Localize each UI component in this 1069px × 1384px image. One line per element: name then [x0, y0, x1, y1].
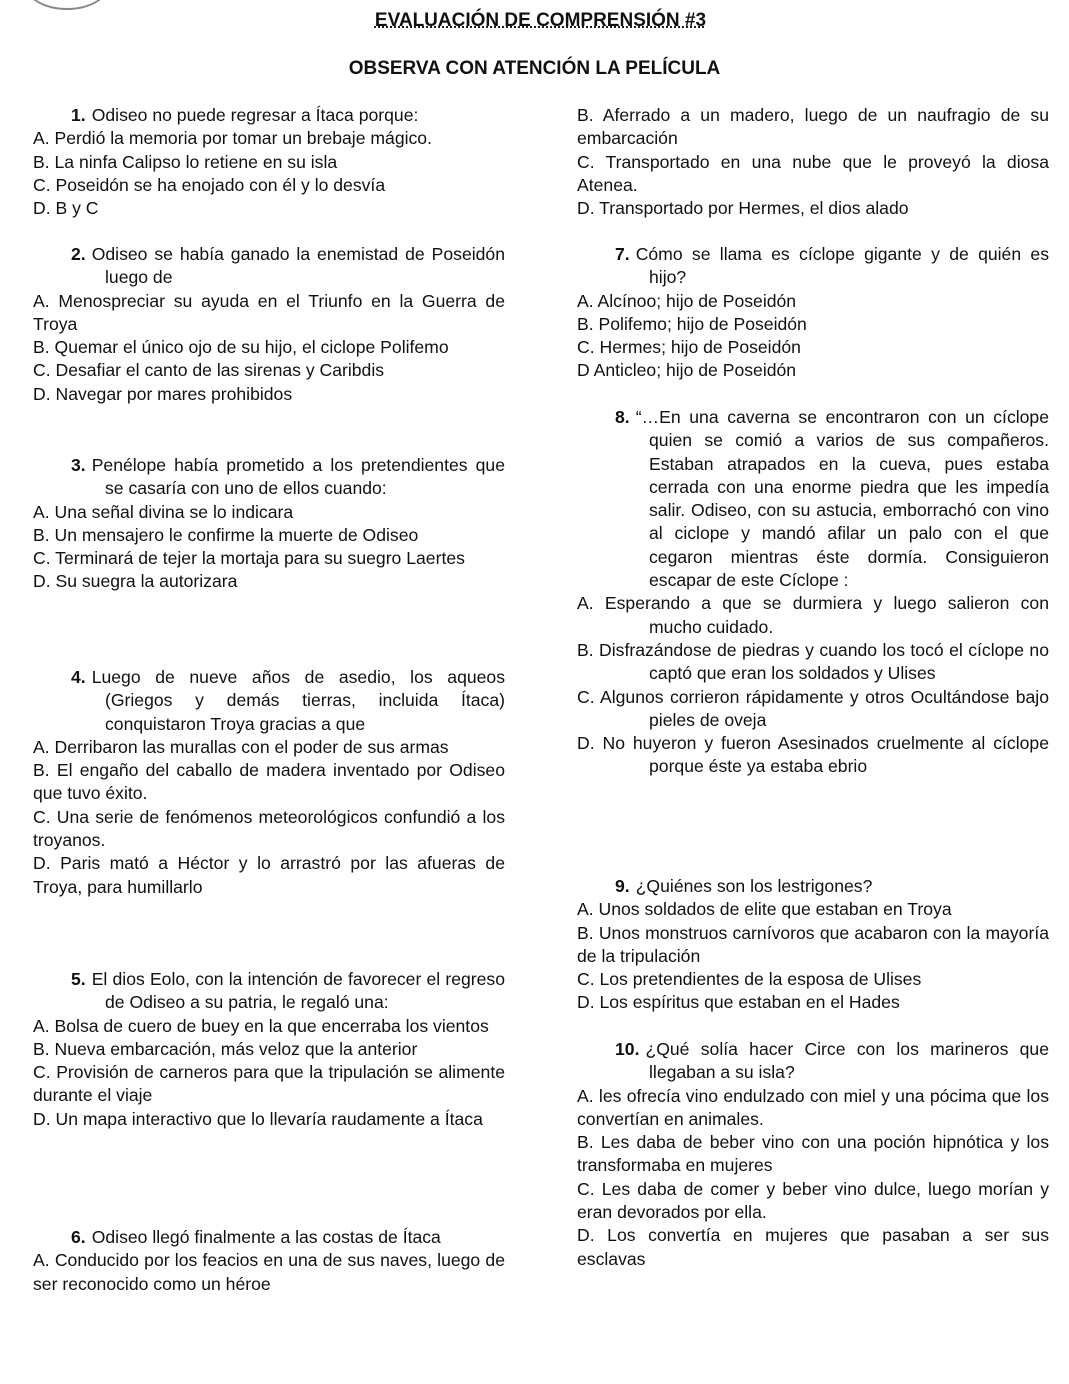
question-number: 8.: [615, 407, 630, 427]
answer-option[interactable]: D. No huyeron y fueron Asesinados cruelmente al cíclope porque éste ya estaba ebrio: [577, 733, 1049, 777]
question-8: [577, 406, 1049, 779]
answer-option[interactable]: A. Bolsa de cuero de buey en la que encerraba los vientos: [33, 1015, 489, 1036]
question-stem: [33, 243, 505, 290]
question-text: Penélope había prometido a los pretendientes que se casaría con uno de ellos cuando:: [91, 455, 505, 499]
answer-option[interactable]: B. Un mensajero le confirme la muerte de Odiseo: [33, 524, 419, 545]
exam-title: EVALUACIÓN DE COMPRENSIÓN #3: [374, 10, 707, 31]
question-number: 9.: [615, 876, 630, 896]
answer-option[interactable]: D. B y C: [33, 198, 99, 219]
question-text: Odiseo llegó finalmente a las costas de Ítaca: [91, 1227, 441, 1247]
question-number: 5.: [71, 969, 86, 989]
answer-option[interactable]: D Anticleo; hijo de Poseidón: [577, 360, 797, 381]
question-number: 6.: [71, 1227, 86, 1247]
question-6: [33, 1226, 505, 1296]
question-stem: [33, 454, 505, 501]
answer-option[interactable]: A. Una señal divina se lo indicara: [33, 501, 294, 522]
answer-option[interactable]: C. Algunos corrieron rápidamente y otros Ocultándose bajo pieles de oveja: [577, 686, 1049, 730]
question-text: ¿Quiénes son los lestrigones?: [635, 876, 873, 896]
question-text: El dios Eolo, con la intención de favorecer el regreso de Odiseo a su patria, le regaló una:: [91, 969, 505, 1013]
question-text: ¿Qué solía hacer Circe con los marineros que llegaban a su isla?: [645, 1039, 1049, 1083]
question-5: [33, 968, 505, 1131]
answer-option[interactable]: B. La ninfa Calipso lo retiene en su isla: [33, 151, 338, 172]
answer-option[interactable]: C. Los pretendientes de la esposa de Ulises: [577, 969, 922, 990]
question-number: 4.: [71, 667, 86, 687]
answer-option[interactable]: B. Polifemo; hijo de Poseidón: [577, 313, 807, 334]
question-stem: [33, 104, 505, 127]
question-6: [577, 104, 1049, 220]
answer-option[interactable]: D. Transportado por Hermes, el dios alado: [577, 198, 909, 219]
question-7: [577, 243, 1049, 383]
question-text: Luego de nueve años de asedio, los aqueos (Griegos y demás tierras, incluida Ítaca) conquistaron Troya gracias a que: [91, 667, 505, 734]
question-stem: [577, 406, 1049, 592]
question-1: [33, 104, 505, 220]
question-number: 7.: [615, 244, 630, 264]
question-stem: [577, 243, 1049, 290]
answer-option[interactable]: D. Su suegra la autorizara: [33, 571, 238, 592]
answer-option[interactable]: A. Unos soldados de elite que estaban en Troya: [577, 899, 952, 920]
school-seal-logo: [25, 0, 109, 10]
answer-option[interactable]: C. Provisión de carneros para que la tripulación se alimente durante el viaje: [33, 1062, 505, 1106]
answer-option[interactable]: B. El engaño del caballo de madera inventado por Odiseo que tuvo éxito.: [33, 760, 505, 804]
question-number: 3.: [71, 455, 86, 475]
answer-option[interactable]: D. Los convertía en mujeres que pasaban a ser sus esclavas: [577, 1225, 1049, 1269]
answer-option[interactable]: C. Terminará de tejer la mortaja para su suegro Laertes: [33, 548, 465, 569]
answer-option[interactable]: B. Disfrazándose de piedras y cuando los tocó el cíclope no captó que eran los soldados y Ulises: [577, 639, 1049, 684]
question-text: Cómo se llama es cíclope gigante y de quién es hijo?: [635, 244, 1049, 288]
question-text: Odiseo no puede regresar a Ítaca porque:: [91, 105, 419, 125]
answer-option[interactable]: C. Hermes; hijo de Poseidón: [577, 337, 801, 358]
question-10: [577, 1038, 1049, 1271]
question-stem: [33, 666, 505, 736]
question-stem: [33, 1226, 505, 1249]
question-number: 1.: [71, 105, 86, 125]
answer-option[interactable]: A. Conducido por los feacios en una de sus naves, luego de ser reconocido como un héroe: [33, 1250, 505, 1294]
answer-option[interactable]: B. Unos monstruos carnívoros que acabaron con la mayoría de la tripulación: [577, 922, 1049, 966]
question-text: “…En una caverna se encontraron con un cíclope quien se comió a varios de sus compañeros. Estaban atrapados en la cueva, pues estaba cerrada con una enorme piedra que les impedía salir. Odiseo, con su astucia, emborrachó con vino al ciclope y mandó afilar un palo con el que cegaron mientras éste dormía. Consiguieron escapar de este Cíclope :: [635, 407, 1049, 591]
question-stem: [577, 1038, 1049, 1085]
answer-option[interactable]: A. Perdió la memoria por tomar un brebaje mágico.: [33, 128, 432, 149]
answer-option[interactable]: C. Desafiar el canto de las sirenas y Caribdis: [33, 360, 385, 381]
question-4: [33, 666, 505, 899]
question-3: [33, 454, 505, 594]
answer-option[interactable]: D. Paris mató a Héctor y lo arrastró por las afueras de Troya, para humillarlo: [33, 853, 505, 897]
answer-option[interactable]: C. Una serie de fenómenos meteorológicos confundió a los troyanos.: [33, 806, 505, 851]
question-number: 10.: [615, 1039, 640, 1059]
answer-option[interactable]: A. Derribaron las murallas con el poder de sus armas: [33, 736, 449, 757]
answer-option[interactable]: B. Nueva embarcación, más veloz que la anterior: [33, 1038, 418, 1059]
question-text: Odiseo se había ganado la enemistad de Poseidón luego de: [91, 244, 505, 288]
answer-option[interactable]: B. Aferrado a un madero, luego de un naufragio de su embarcación: [577, 105, 1049, 149]
answer-option[interactable]: A. Esperando a que se durmiera y luego salieron con mucho cuidado.: [577, 593, 1049, 637]
question-number: 2.: [71, 244, 86, 264]
answer-option[interactable]: D. Navegar por mares prohibidos: [33, 383, 293, 404]
answer-option[interactable]: B. Quemar el único ojo de su hijo, el ciclope Polifemo: [33, 337, 449, 358]
question-2: [33, 243, 505, 406]
answer-option[interactable]: D. Los espíritus que estaban en el Hades: [577, 992, 900, 1013]
answer-option[interactable]: C. Transportado en una nube que le proveyó la diosa Atenea.: [577, 151, 1049, 195]
question-9: [577, 875, 1049, 1015]
exam-subtitle: OBSERVA CON ATENCIÓN LA PELÍCULA: [348, 58, 721, 79]
answer-option[interactable]: D. Un mapa interactivo que lo llevaría raudamente a Ítaca: [33, 1108, 483, 1129]
answer-option[interactable]: A. Alcínoo; hijo de Poseidón: [577, 290, 797, 311]
answer-option[interactable]: C. Les daba de comer y beber vino dulce, luego morían y eran devorados por ella.: [577, 1178, 1049, 1223]
question-stem: [577, 875, 1049, 898]
question-stem: [33, 968, 505, 1015]
answer-option[interactable]: B. Les daba de beber vino con una poción hipnótica y los transformaba en mujeres: [577, 1132, 1049, 1176]
answer-option[interactable]: A. les ofrecía vino endulzado con miel y una pócima que los convertían en animales.: [577, 1085, 1049, 1129]
answer-option[interactable]: A. Menospreciar su ayuda en el Triunfo en la Guerra de Troya: [33, 290, 505, 334]
answer-option[interactable]: C. Poseidón se ha enojado con él y lo desvía: [33, 174, 386, 195]
